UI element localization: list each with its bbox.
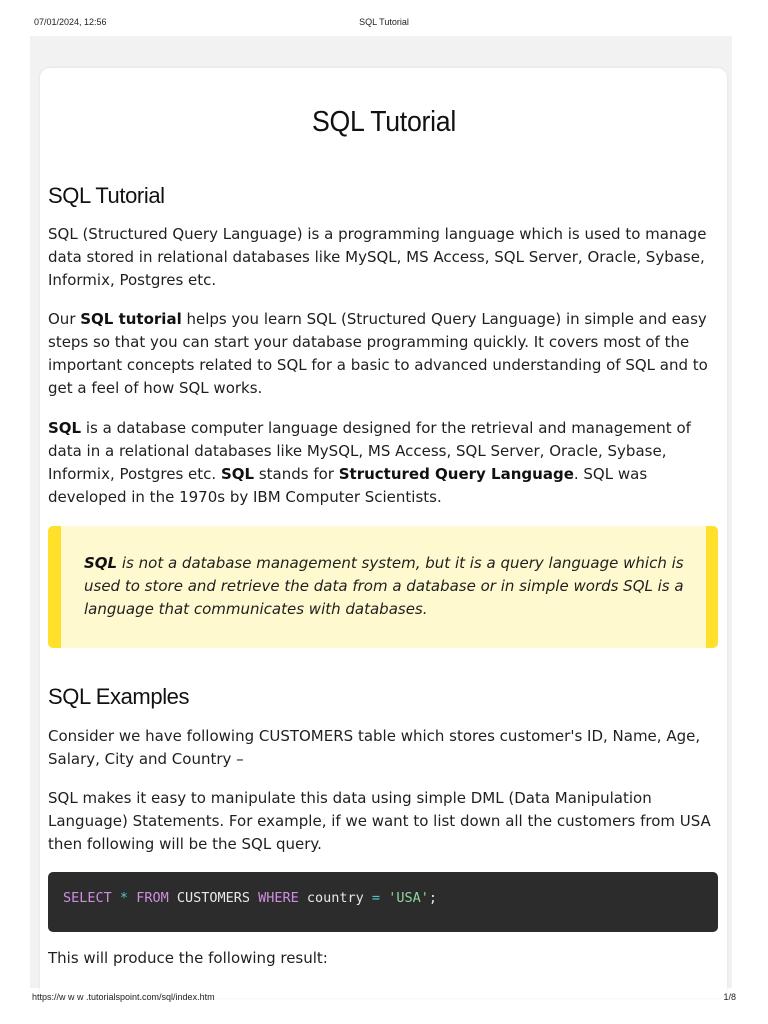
code-identifier: CUSTOMERS — [168, 890, 259, 906]
text-run: is not a database management system, but it is a query language which is used to store and retrieve the data from a database or in simple words SQL is a language that communicates with databases. — [84, 554, 684, 618]
bold-run: SQL tutorial — [80, 310, 182, 328]
bold-run: SQL — [84, 554, 118, 572]
bold-run: Structured Query Language — [338, 465, 574, 483]
customers-paragraph: Consider we have following CUSTOMERS table which stores customer's ID, Name, Age, Salary, City and Country – — [48, 727, 701, 768]
print-datetime: 07/01/2024, 12:56 — [34, 17, 107, 27]
code-string: 'USA' — [388, 890, 429, 906]
definition-paragraph — [48, 417, 718, 509]
code-keyword: FROM — [136, 890, 169, 906]
result-paragraph: This will produce the following result: — [48, 949, 328, 967]
page-number: 1/8 — [723, 992, 736, 1002]
code-identifier: country — [298, 890, 372, 906]
callout-accent-right — [706, 526, 718, 648]
code-keyword: SELECT — [63, 890, 112, 906]
print-footer — [0, 992, 768, 1008]
print-header — [0, 17, 768, 33]
code-operator: * — [119, 890, 129, 906]
print-url[interactable]: https://w w w .tutorialspoint.com/sql/index.htm — [32, 992, 215, 1002]
code-space — [380, 890, 388, 906]
text-run: . SQL was developed in the 1970s by IBM Computer Scientists. — [48, 465, 648, 506]
code-line — [63, 890, 437, 906]
code-punctuation: ; — [428, 890, 437, 906]
page-title: SQL Tutorial — [311, 106, 456, 138]
code-keyword: WHERE — [258, 890, 299, 906]
note-callout — [48, 526, 718, 648]
print-title: SQL Tutorial — [359, 17, 409, 27]
section-heading-examples: SQL Examples — [48, 684, 190, 709]
note-text — [84, 552, 684, 621]
text-run: is a database computer language designed for the retrieval and management of data in a relational databases like MySQL, MS Access, SQL Server, Oracle, Sybase, Informix, Postgres etc. — [48, 419, 691, 483]
code-operator: = — [371, 890, 381, 906]
code-space — [112, 890, 120, 906]
tutorial-paragraph — [48, 308, 718, 400]
code-block[interactable] — [48, 872, 718, 932]
code-space — [128, 890, 136, 906]
text-run: Our — [48, 310, 81, 328]
callout-accent-left — [48, 526, 61, 648]
text-run: helps you learn SQL (Structured Query Language) in simple and easy steps so that you can start your database programming quickly. It covers most of the important concepts related to SQL for a basic to advanced understanding of SQL and to get a feel of how SQL works. — [48, 310, 708, 397]
dml-paragraph: SQL makes it easy to manipulate this data using simple DML (Data Manipulation Language) Statements. For example, if we want to list down all the customers from USA then following will be the SQL query. — [48, 789, 711, 853]
text-run: stands for — [254, 465, 339, 483]
intro-paragraph: SQL (Structured Query Language) is a programming language which is used to manage data stored in relational databases like MySQL, MS Access, SQL Server, Oracle, Sybase, Informix, Postgres etc. — [48, 225, 707, 289]
bold-run: SQL — [220, 465, 255, 483]
bold-run: SQL — [48, 419, 82, 437]
section-heading-tutorial: SQL Tutorial — [48, 183, 165, 208]
